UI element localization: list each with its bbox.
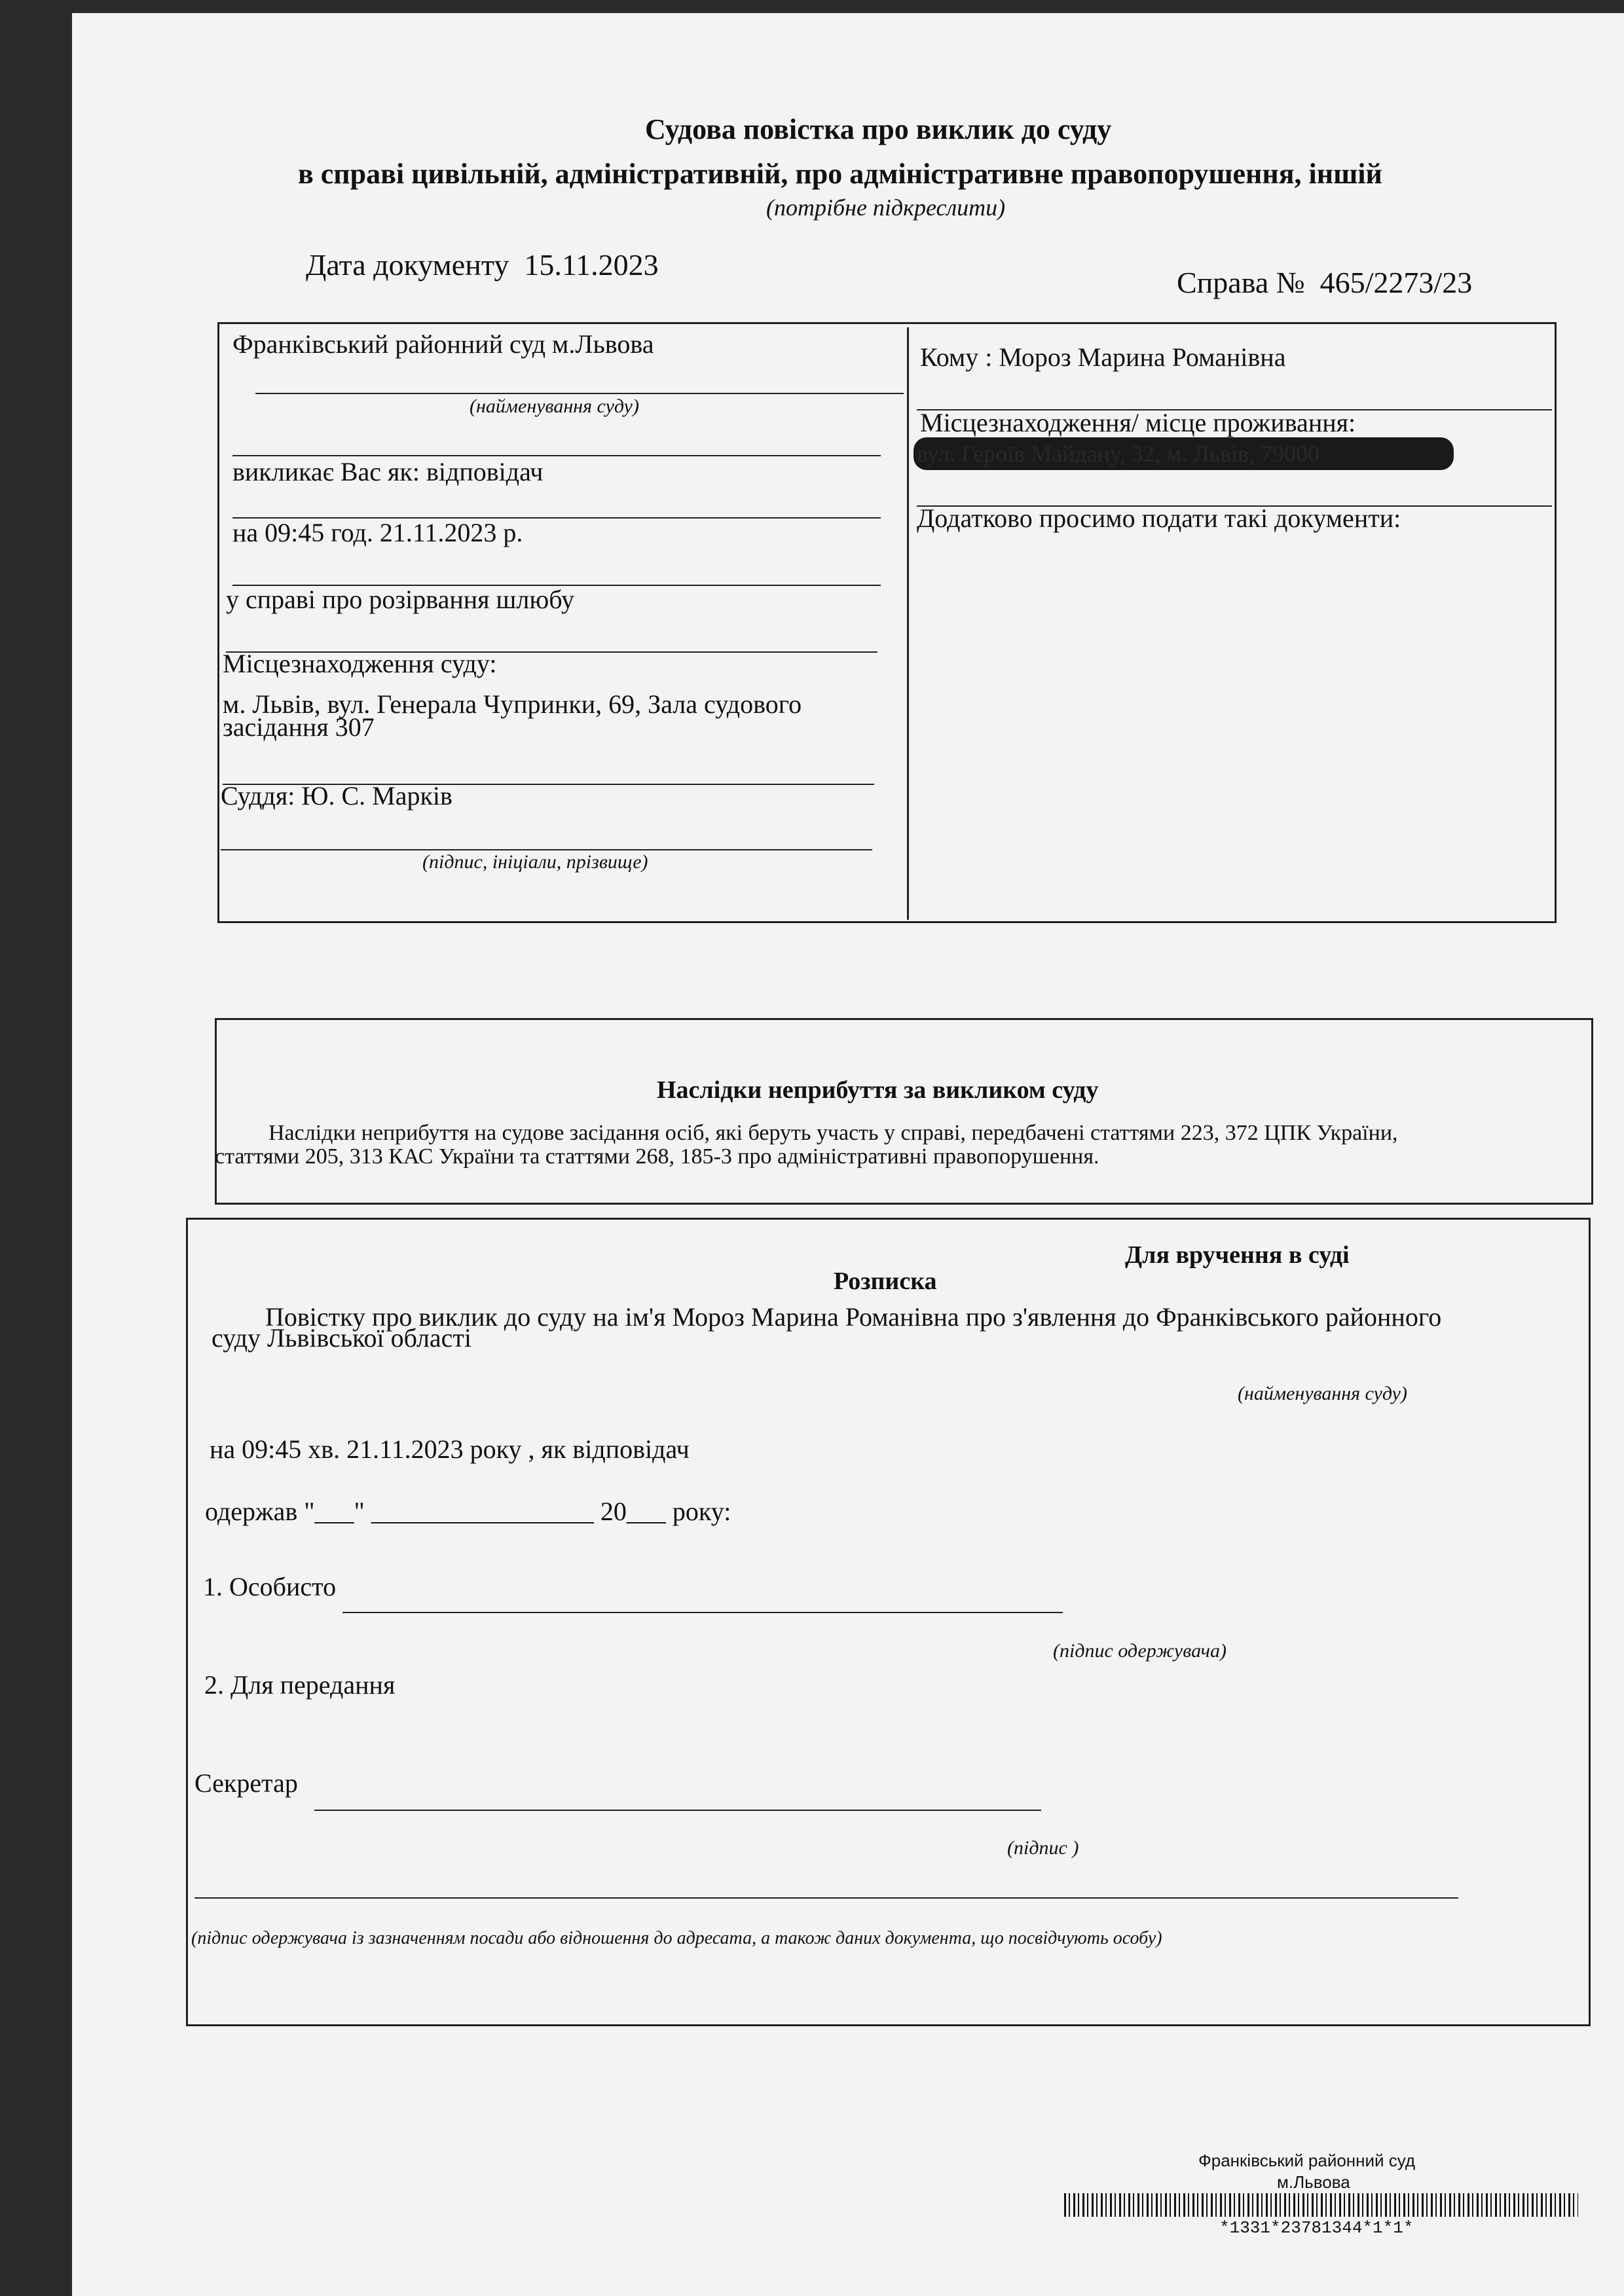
transfer-label: 2. Для передання bbox=[204, 1670, 396, 1700]
document-subtitle: в справі цивільній, адміністративній, про адміністративне правопорушення, іншій bbox=[298, 158, 1382, 190]
court-name-line bbox=[255, 393, 904, 394]
case-matter: у справі про розірвання шлюбу bbox=[226, 585, 575, 614]
document-date bbox=[306, 247, 659, 282]
recipient-name: Кому : Мороз Марина Романівна bbox=[920, 342, 1286, 372]
consequences-line2: статтями 205, 313 КАС України та статтями 268, 185-3 про адміністративні правопорушення. bbox=[215, 1144, 1099, 1169]
summons-divider bbox=[907, 327, 909, 920]
case-value: 465/2273/23 bbox=[1320, 266, 1473, 299]
case-label: Справа № bbox=[1177, 266, 1305, 299]
consequences-title: Наслідки неприбуття за викликом суду bbox=[657, 1076, 1099, 1104]
secretary-label: Секретар bbox=[194, 1768, 298, 1798]
stamp-court-name: Франківський районний суд bbox=[1198, 2151, 1416, 2170]
consequences-line1: Наслідки неприбуття на судове засідання осіб, які беруть участь у справі, передбачені статтями 223, 372 ЦПК України, bbox=[268, 1121, 1398, 1145]
court-location-line1: м. Львів, вул. Генерала Чупринки, 69, Зала судового bbox=[223, 689, 802, 719]
personally-label: 1. Особисто bbox=[203, 1572, 337, 1601]
date-value: 15.11.2023 bbox=[524, 248, 659, 282]
received-date: одержав "___" _________________ 20___ року: bbox=[205, 1497, 731, 1526]
receipt-title: Розписка bbox=[834, 1267, 937, 1295]
extra-documents-label: Додатково просимо подати такі документи: bbox=[917, 503, 1401, 533]
underline-hint: (потрібне підкреслити) bbox=[766, 194, 1006, 221]
secretary-sign-caption: (підпис ) bbox=[1007, 1837, 1079, 1859]
summons-box bbox=[217, 322, 1557, 923]
receipt-time: на 09:45 хв. 21.11.2023 року , як відповідач bbox=[210, 1434, 690, 1464]
recipient-address-label: Місцезнаходження/ місце проживання: bbox=[920, 408, 1356, 437]
court-name: Франківський районний суд м.Львова bbox=[232, 329, 654, 359]
case-number bbox=[1177, 265, 1472, 300]
summons-role: викликає Вас як: відповідач bbox=[232, 457, 544, 486]
receipt-line1: Повістку про виклик до суду на ім'я Мороз Марина Романівна про з'явлення до Франківського районного bbox=[265, 1302, 1442, 1332]
consequences-box bbox=[215, 1018, 1593, 1205]
for-court-label: Для вручення в суді bbox=[1125, 1241, 1350, 1269]
judge-name: Суддя: Ю. С. Марків bbox=[221, 781, 452, 811]
receipt-court-caption: (найменування суду) bbox=[1238, 1383, 1407, 1404]
recipient-details-caption: (підпис одержувача із зазначенням посади або відношення до адресата, а також даних документа, що посвідчують особу) bbox=[191, 1928, 1162, 1948]
receipt-line2: суду Львівської області bbox=[212, 1323, 472, 1353]
secretary-signature-line bbox=[314, 1810, 1041, 1811]
court-location-line2: засідання 307 bbox=[223, 712, 375, 742]
court-name-caption: (найменування суду) bbox=[470, 395, 639, 417]
court-location-label: Місцезнаходження суду: bbox=[223, 649, 497, 678]
barcode-text: *1331*23781344*1*1* bbox=[1219, 2218, 1414, 2238]
barcode bbox=[1064, 2193, 1578, 2217]
recipient-sign-caption: (підпис одержувача) bbox=[1053, 1640, 1227, 1662]
date-label: Дата документу bbox=[306, 248, 509, 282]
judge-signature-line bbox=[221, 849, 872, 850]
stamp-court-city: м.Львова bbox=[1277, 2172, 1350, 2192]
document-title: Судова повістка про виклик до суду bbox=[645, 113, 1112, 145]
hearing-time: на 09:45 год. 21.11.2023 р. bbox=[232, 518, 523, 547]
personally-signature-line bbox=[342, 1612, 1063, 1613]
recipient-details-line bbox=[194, 1897, 1458, 1899]
recipient-address-value: вул. Героїв Майдану, 32, м. Львів, 79000 bbox=[917, 441, 1320, 467]
judge-caption: (підпис, ініціали, прізвище) bbox=[422, 851, 648, 873]
